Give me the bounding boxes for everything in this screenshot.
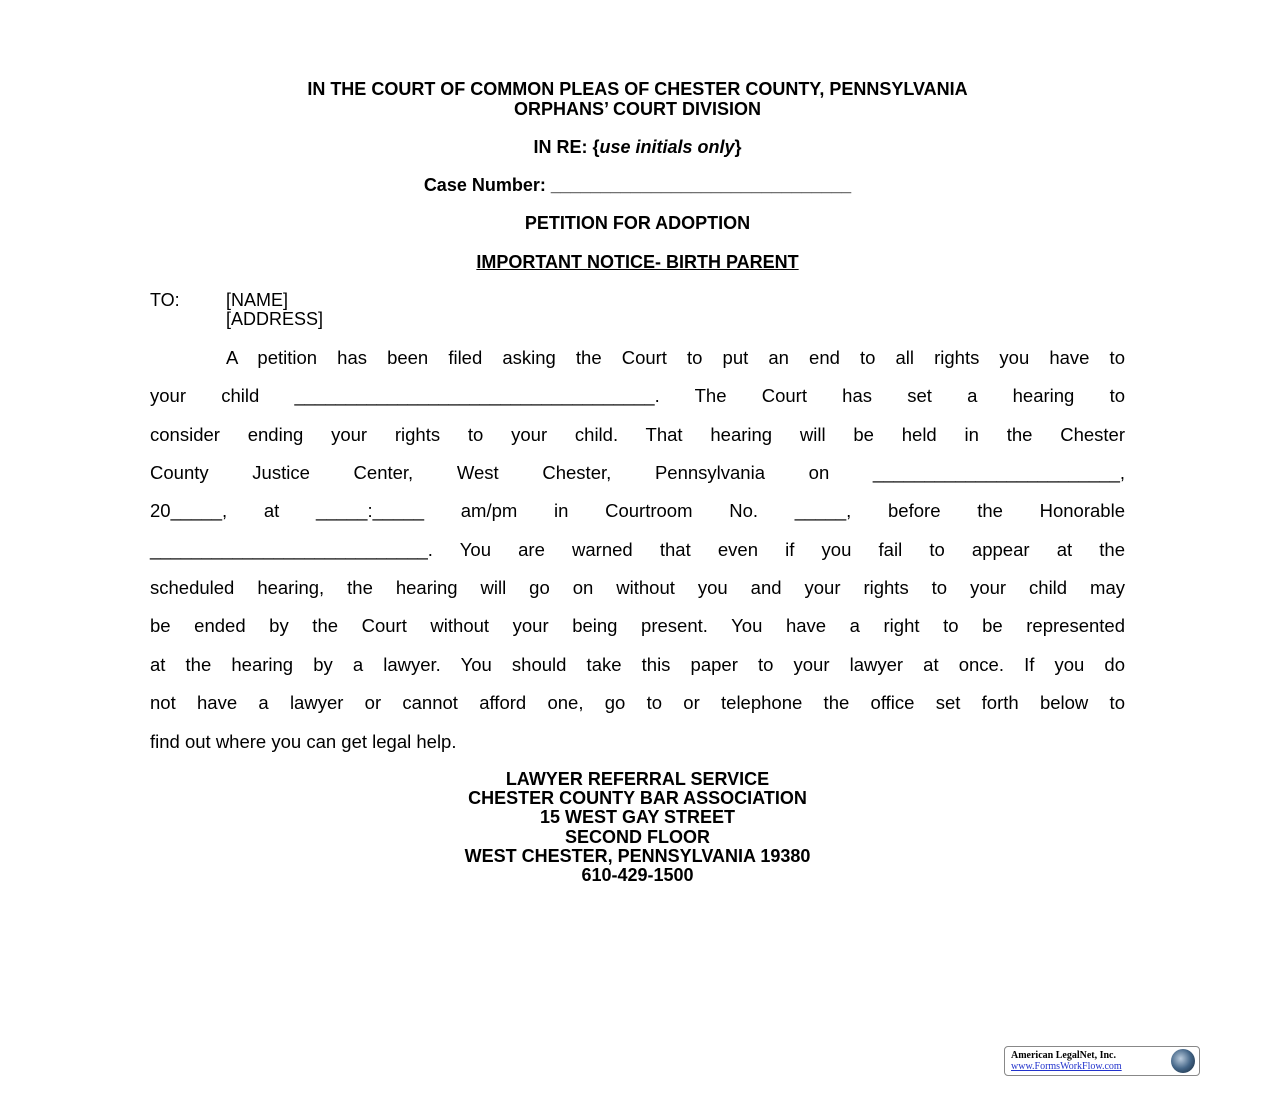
body-line: County Justice Center, West Chester, Pennsylvania on ________________________,: [150, 462, 1125, 484]
body-line: A petition has been filed asking the Court to put an end to all rights you have to: [226, 347, 1125, 368]
referral-line: LAWYER REFERRAL SERVICE: [505, 769, 770, 789]
in-re-line: [0, 137, 1275, 157]
logo-name: American LegalNet, Inc.: [1011, 1050, 1116, 1061]
body-line: find out where you can get legal help.: [150, 730, 457, 752]
american-legalnet-logo: [1004, 1046, 1200, 1076]
referral-line: SECOND FLOOR: [564, 826, 710, 847]
to-address: [ADDRESS]: [226, 309, 324, 329]
referral-line: 15 WEST GAY STREET: [539, 807, 736, 828]
division-heading: ORPHANS’ COURT DIVISION: [513, 99, 762, 119]
court-heading: IN THE COURT OF COMMON PLEAS OF CHESTER COUNTY, PENNSYLVANIA: [307, 79, 968, 99]
body-line: not have a lawyer or cannot afford one, go to or telephone the office set forth below to: [150, 692, 1125, 714]
referral-line: WEST CHESTER, PENNSYLVANIA 19380: [464, 845, 811, 866]
document-title: PETITION FOR ADOPTION: [524, 213, 751, 233]
body-line: at the hearing by a lawyer. You should take this paper to your lawyer at once. If you do: [150, 653, 1125, 675]
body-line: ___________________________. You are warned that even if you fail to appear at the: [150, 538, 1125, 560]
body-line: 20_____, at _____:_____ am/pm in Courtroom No. _____, before the Honorable: [150, 500, 1125, 522]
in-re-close: }: [734, 137, 742, 157]
body-line: consider ending your rights to your child. That hearing will be held in the Chester: [150, 423, 1125, 445]
case-number-field: Case Number: ______________________________: [423, 175, 852, 195]
referral-line: 610-429-1500: [581, 865, 694, 885]
logo-url[interactable]: www.FormsWorkFlow.com: [1011, 1061, 1122, 1072]
in-re-hint: use initials only: [599, 137, 735, 157]
in-re-label: IN RE: {: [533, 137, 600, 157]
referral-line: CHESTER COUNTY BAR ASSOCIATION: [468, 788, 807, 809]
body-line: your child ___________________________________. The Court has set a hearing to: [150, 385, 1125, 407]
to-name: [NAME]: [226, 290, 289, 310]
body-line: scheduled hearing, the hearing will go on without you and your rights to your child may: [150, 577, 1125, 599]
body-line: be ended by the Court without your being present. You have a right to be represented: [150, 615, 1125, 637]
to-label: TO:: [150, 290, 180, 310]
notice-heading: IMPORTANT NOTICE- BIRTH PARENT: [476, 252, 799, 272]
globe-icon: [1171, 1049, 1195, 1073]
